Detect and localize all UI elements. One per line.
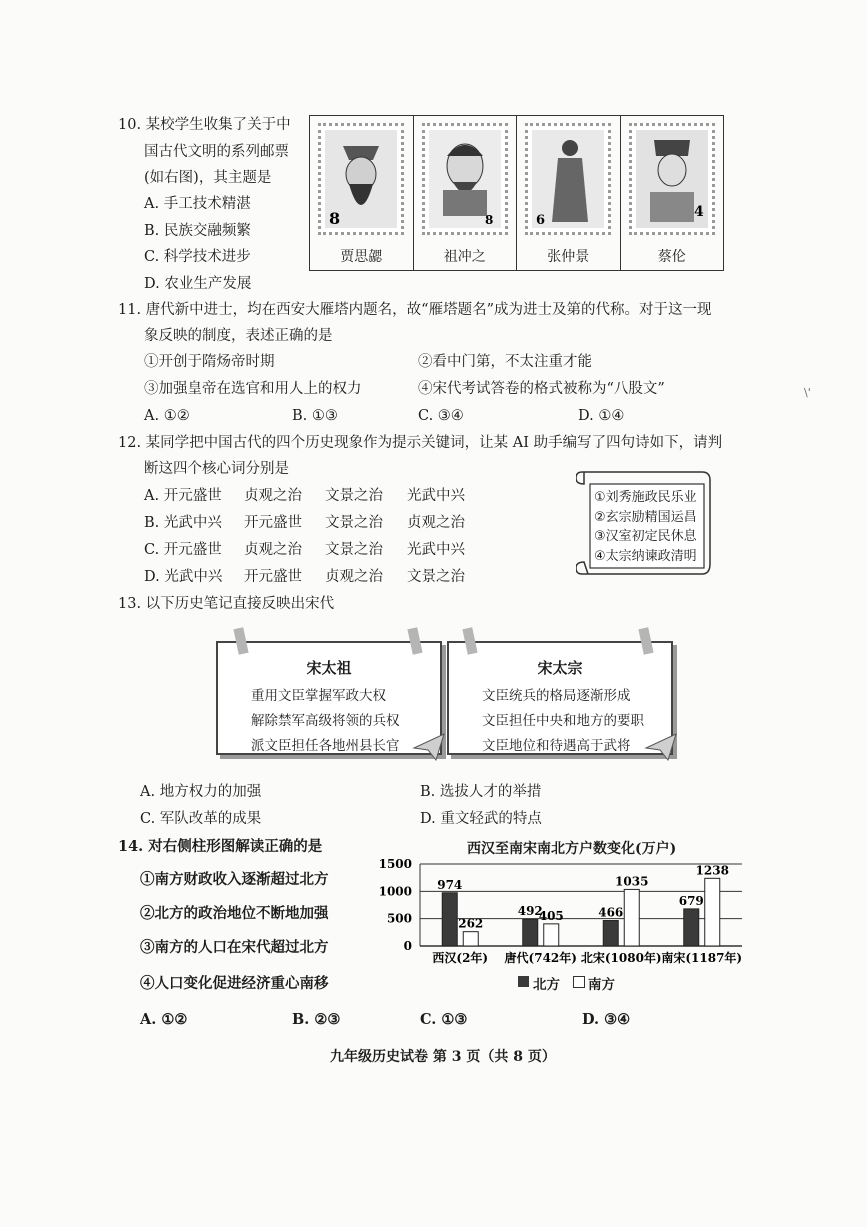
q14-option-a[interactable]: A. ①② bbox=[140, 1011, 188, 1028]
q12-option-c-term: 文景之治 bbox=[325, 542, 383, 558]
bar bbox=[603, 921, 618, 946]
q14-item-1: ①南方财政收入逐渐超过北方 bbox=[140, 871, 329, 888]
q11-item-1: ①开创于隋炀帝时期 bbox=[144, 354, 275, 370]
bar bbox=[544, 924, 559, 946]
legend-label-south: 南方 bbox=[588, 977, 615, 993]
poem-line: ①刘秀施政民乐业 bbox=[594, 490, 697, 505]
q14-item-4: ④人口变化促进经济重心南移 bbox=[140, 975, 329, 992]
y-tick-label: 500 bbox=[386, 911, 412, 926]
note-line: 文臣统兵的格局逐渐形成 bbox=[482, 688, 631, 704]
q11-option-a[interactable]: A. ①② bbox=[144, 408, 190, 424]
q12-option-b[interactable]: B. 光武中兴 bbox=[144, 515, 222, 531]
note-line: 重用文臣掌握军政大权 bbox=[251, 688, 386, 704]
q14-option-b[interactable]: B. ②③ bbox=[292, 1011, 341, 1028]
q12-option-d[interactable]: D. 光武中兴 bbox=[144, 569, 223, 585]
stamp-image bbox=[629, 123, 715, 235]
q10-option-c[interactable]: C. 科学技术进步 bbox=[144, 249, 251, 265]
q14-option-c[interactable]: C. ①③ bbox=[420, 1011, 468, 1028]
q12-option-a-term: 光武中兴 bbox=[407, 488, 465, 504]
page-footer: 九年级历史试卷 第 3 页（共 8 页） bbox=[330, 1049, 556, 1065]
data-label: 466 bbox=[598, 905, 624, 920]
data-label: 1035 bbox=[615, 874, 649, 889]
stamp-cell bbox=[621, 116, 724, 270]
q12-option-b-term: 开元盛世 bbox=[244, 515, 302, 531]
legend-swatch-south bbox=[573, 976, 585, 988]
q12-stem-line-2: 断这四个核心词分别是 bbox=[144, 461, 289, 477]
q13-option-d[interactable]: D. 重文轻武的特点 bbox=[420, 811, 542, 827]
portrait-icon bbox=[632, 126, 712, 232]
bar bbox=[463, 932, 478, 946]
q10-option-b[interactable]: B. 民族交融频繁 bbox=[144, 223, 251, 239]
poem-line: ③汉室初定民休息 bbox=[594, 529, 697, 544]
stamp-image bbox=[318, 123, 404, 235]
poem-scroll bbox=[576, 464, 714, 582]
q14-item-3: ③南方的人口在宋代超过北方 bbox=[140, 939, 329, 956]
q12-option-a-term: 贞观之治 bbox=[244, 488, 302, 504]
q11-option-d[interactable]: D. ①④ bbox=[578, 408, 625, 424]
x-tick-label: 唐代(742年) bbox=[504, 951, 577, 965]
q12-option-d-term: 贞观之治 bbox=[325, 569, 383, 585]
q12-option-d-term: 文景之治 bbox=[407, 569, 465, 585]
stamp-name: 蔡伦 bbox=[657, 249, 686, 265]
portrait-icon bbox=[425, 126, 505, 232]
q13-option-b[interactable]: B. 选拔人才的举措 bbox=[420, 784, 542, 800]
q12-option-c-term: 贞观之治 bbox=[244, 542, 302, 558]
q10-option-a[interactable]: A. 手工技术精湛 bbox=[144, 196, 251, 212]
stamp-table bbox=[309, 115, 724, 271]
q11-item-4: ④宋代考试答卷的格式被称为“八股文” bbox=[418, 381, 665, 397]
stamp-name: 贾思勰 bbox=[340, 249, 383, 265]
q12-option-d-term: 开元盛世 bbox=[244, 569, 302, 585]
legend-label-north: 北方 bbox=[533, 977, 560, 993]
poem-line: ④太宗纳谏政清明 bbox=[594, 548, 697, 564]
q10-line-1: 10. 某校学生收集了关于中 bbox=[118, 117, 291, 133]
data-label: 679 bbox=[678, 893, 704, 908]
note-line: 文臣担任中央和地方的要职 bbox=[482, 713, 644, 729]
chart-title: 西汉至南宋南北方户数变化(万户) bbox=[467, 841, 677, 857]
legend-swatch-north bbox=[518, 976, 529, 987]
x-tick-label: 南宋(1187年) bbox=[661, 951, 743, 965]
poem-line: ②玄宗励精国运昌 bbox=[594, 509, 697, 525]
note-line: 文臣地位和待遇高于武将 bbox=[482, 738, 631, 754]
q11-item-2: ②看中门第，不太注重才能 bbox=[418, 354, 592, 370]
q12-stem-line-1: 12. 某同学把中国古代的四个历史现象作为提示关键词，让某 AI 助手编写了四句诗如下，请判 bbox=[118, 435, 723, 451]
paper-plane-icon bbox=[412, 732, 446, 762]
data-label: 262 bbox=[458, 916, 484, 931]
x-tick-label: 西汉(2年) bbox=[432, 951, 489, 965]
q12-option-a-term: 文景之治 bbox=[325, 488, 383, 504]
q13-option-c[interactable]: C. 军队改革的成果 bbox=[140, 811, 262, 827]
q12-option-c-term: 光武中兴 bbox=[407, 542, 465, 558]
bar bbox=[442, 893, 457, 946]
y-tick-label: 1000 bbox=[378, 884, 412, 899]
x-tick-label: 北宋(1080年) bbox=[580, 951, 662, 965]
q11-item-3: ③加强皇帝在选官和用人上的权力 bbox=[144, 381, 362, 397]
q11-stem-line-1: 11. 唐代新中进士，均在西安大雁塔内题名，故“雁塔题名”成为进士及第的代称。对于这一现 bbox=[118, 302, 712, 318]
q12-option-a[interactable]: A. 开元盛世 bbox=[144, 488, 222, 504]
note-song-taizu bbox=[216, 641, 442, 755]
stamp-name: 祖冲之 bbox=[443, 249, 486, 265]
bar-chart bbox=[376, 856, 746, 996]
q12-option-b-term: 文景之治 bbox=[325, 515, 383, 531]
q10-line-2: 国古代文明的系列邮票 bbox=[144, 144, 289, 160]
q12-option-b-term: 贞观之治 bbox=[407, 515, 465, 531]
svg-text:4: 4 bbox=[693, 204, 704, 220]
paper-plane-icon bbox=[644, 732, 678, 762]
stamp-cell bbox=[517, 116, 621, 270]
q11-option-b[interactable]: B. ①③ bbox=[292, 408, 338, 424]
bar bbox=[684, 909, 699, 946]
note-song-taizong bbox=[447, 641, 673, 755]
bar bbox=[523, 919, 538, 946]
portrait-icon bbox=[528, 126, 608, 232]
q14-item-2: ②北方的政治地位不断地加强 bbox=[140, 905, 329, 922]
stamp-cell bbox=[310, 116, 414, 270]
y-tick-label: 1500 bbox=[378, 857, 412, 871]
q11-stem-line-2: 象反映的制度，表述正确的是 bbox=[144, 328, 333, 344]
data-label: 405 bbox=[538, 908, 564, 923]
margin-mark: \' bbox=[804, 386, 811, 399]
note-title: 宋太宗 bbox=[537, 659, 583, 677]
note-line: 解除禁军高级将领的兵权 bbox=[251, 713, 400, 729]
q11-option-c[interactable]: C. ③④ bbox=[418, 408, 464, 424]
portrait-icon bbox=[321, 126, 401, 232]
bar bbox=[705, 878, 720, 946]
y-tick-label: 0 bbox=[403, 939, 412, 953]
q14-stem: 14. 对右侧柱形图解读正确的是 bbox=[118, 838, 323, 855]
q12-option-c[interactable]: C. 开元盛世 bbox=[144, 542, 222, 558]
stamp-cell bbox=[414, 116, 518, 270]
data-label: 974 bbox=[437, 877, 463, 892]
svg-text:8: 8 bbox=[484, 213, 493, 227]
stamp-name: 张仲景 bbox=[547, 249, 590, 265]
q14-option-d[interactable]: D. ③④ bbox=[582, 1011, 631, 1028]
q10-line-3: (如右图)，其主题是 bbox=[144, 170, 272, 186]
svg-text:6: 6 bbox=[536, 213, 546, 228]
note-line: 派文臣担任各地州县长官 bbox=[251, 738, 400, 754]
bar bbox=[624, 889, 639, 946]
svg-text:8: 8 bbox=[329, 209, 341, 228]
q13-option-a[interactable]: A. 地方权力的加强 bbox=[140, 784, 262, 800]
data-label: 1238 bbox=[695, 863, 729, 878]
stamp-image bbox=[422, 123, 508, 235]
q13-stem: 13. 以下历史笔记直接反映出宋代 bbox=[118, 596, 335, 612]
q10-option-d[interactable]: D. 农业生产发展 bbox=[144, 276, 252, 292]
note-title: 宋太祖 bbox=[306, 659, 352, 677]
data-label: 492 bbox=[517, 904, 543, 919]
stamp-image bbox=[525, 123, 611, 235]
